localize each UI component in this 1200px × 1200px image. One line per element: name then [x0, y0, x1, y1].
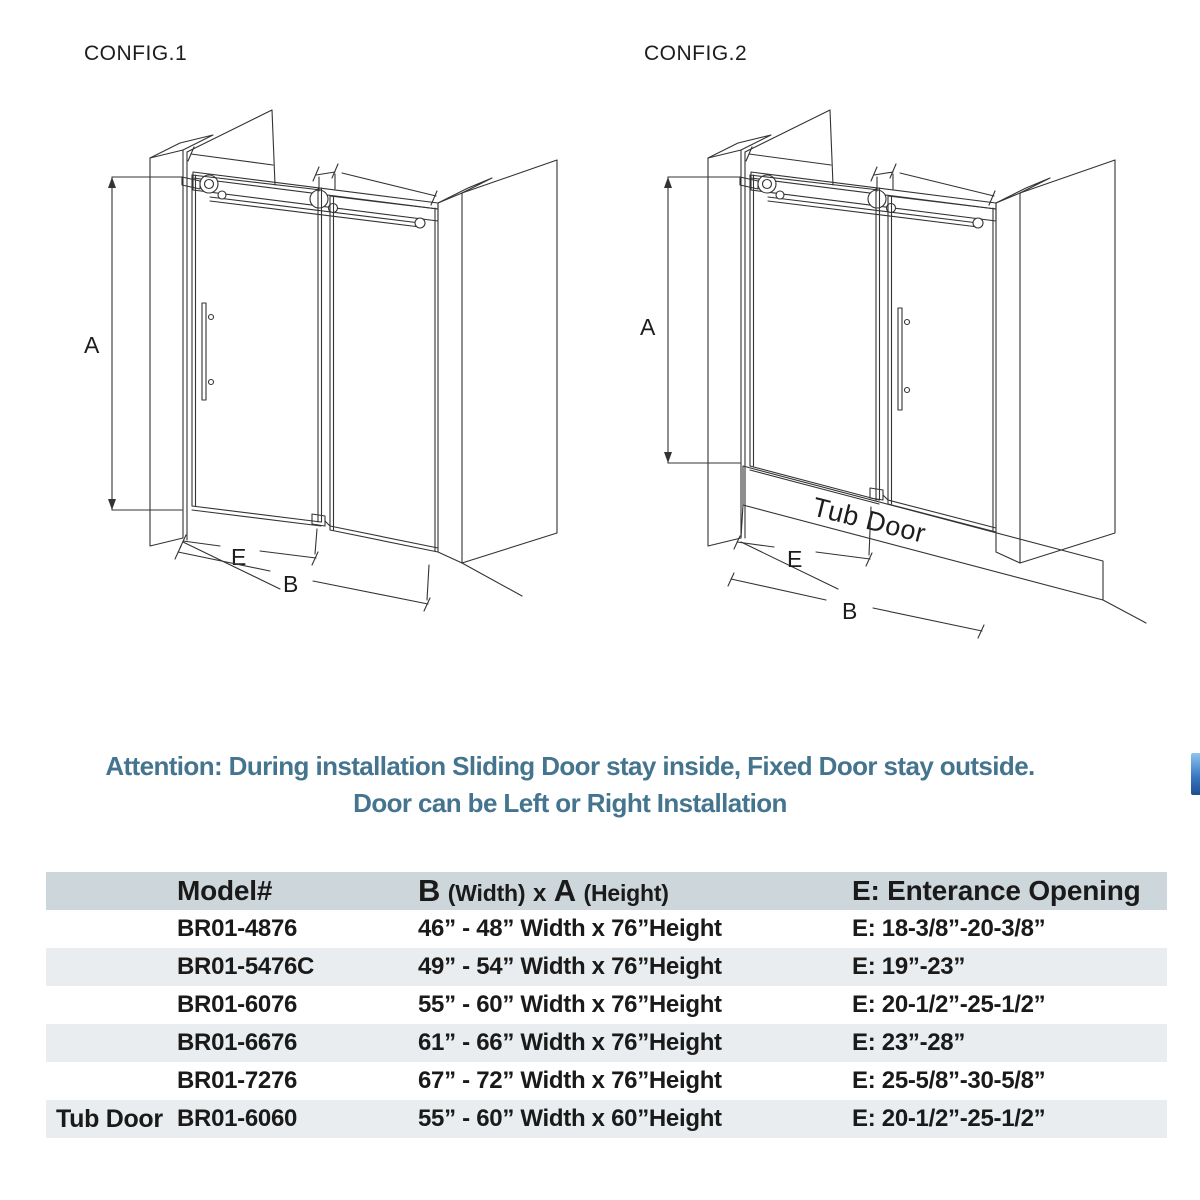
label-e: E: [787, 546, 803, 572]
row-model: BR01-6060: [177, 1105, 298, 1132]
table-row: [46, 948, 1167, 986]
header-b: B: [418, 873, 441, 908]
header-b-sub: (Width): [447, 880, 526, 906]
row-tag-tub-door: Tub Door: [56, 1105, 163, 1133]
row-model: BR01-6676: [177, 1029, 298, 1056]
header-tag-cell: [46, 872, 177, 910]
header-x: x: [532, 880, 547, 907]
label-a: A: [640, 314, 656, 340]
roller-wheel: [415, 218, 425, 228]
row-size: 46” - 48” Width x 76”Height: [418, 915, 722, 942]
right-wall: [438, 160, 557, 596]
header-model: Model#: [177, 875, 273, 906]
row-entrance: E: 18-3/8”-20-3/8”: [852, 915, 1046, 942]
row-tag: [46, 948, 177, 986]
table-row: [46, 1062, 1167, 1100]
row-size: 55” - 60” Width x 76”Height: [418, 991, 722, 1018]
roller-wheel: [868, 190, 886, 208]
table-header-row: [46, 872, 1167, 910]
tub-apron: [741, 466, 1146, 623]
table-row: [46, 1100, 1167, 1138]
fixed-panel-glass: [312, 196, 438, 552]
row-entrance: E: 23”-28”: [852, 1029, 966, 1056]
row-size: 55” - 60” Width x 60”Height: [418, 1105, 722, 1132]
config2-title: CONFIG.2: [644, 42, 748, 65]
table-row: [46, 910, 1167, 948]
tub-door-label: Tub Door: [809, 491, 929, 549]
right-wall: [996, 160, 1115, 563]
dimension-e: [180, 529, 318, 570]
row-entrance: E: 20-1/2”-25-1/2”: [852, 1105, 1046, 1132]
roller-wheel: [310, 190, 328, 208]
attention-note: [0, 748, 1140, 822]
attention-line1: Attention: During installation Sliding Door stay inside, Fixed Door stay outside.: [105, 751, 1035, 781]
row-tag: [46, 910, 177, 948]
row-tag: [46, 1024, 177, 1062]
label-e: E: [231, 544, 247, 570]
dimension-a: [640, 177, 740, 463]
dimension-a: [84, 177, 182, 510]
row-model: BR01-7276: [177, 1067, 298, 1094]
row-tag: [46, 986, 177, 1024]
row-model: BR01-6076: [177, 991, 298, 1018]
header-a: A: [553, 873, 576, 908]
table-row: [46, 1024, 1167, 1062]
dimension-b: [175, 546, 430, 611]
table-row: [46, 986, 1167, 1024]
config1-title: CONFIG.1: [84, 42, 188, 65]
dimension-b: [728, 573, 984, 638]
header-a-sub: (Height): [583, 880, 669, 906]
spec-table: [46, 872, 1167, 1138]
sliding-door-glass: [750, 175, 880, 504]
row-entrance: E: 19”-23”: [852, 953, 966, 980]
top-track: [182, 172, 438, 228]
edge-image-fragment: [1191, 753, 1200, 795]
sliding-door-glass: [192, 175, 322, 526]
label-b: B: [283, 571, 299, 597]
row-model: BR01-4876: [177, 915, 298, 942]
row-size: 49” - 54” Width x 76”Height: [418, 953, 722, 980]
config2-diagram: [628, 95, 1168, 670]
row-model: BR01-5476C: [177, 953, 315, 980]
label-b: B: [842, 598, 858, 624]
row-entrance: E: 25-5/8”-30-5/8”: [852, 1067, 1046, 1094]
row-tag: [46, 1062, 177, 1100]
row-size: 61” - 66” Width x 76”Height: [418, 1029, 722, 1056]
fixed-panel-glass: [870, 196, 996, 532]
label-a: A: [84, 332, 100, 358]
config1-diagram: [70, 95, 590, 670]
door-handle: [898, 308, 910, 410]
row-entrance: E: 20-1/2”-25-1/2”: [852, 991, 1046, 1018]
attention-line2: Door can be Left or Right Installation: [353, 788, 787, 818]
header-entrance: E: Enterance Opening: [852, 875, 1141, 906]
roller-wheel: [973, 218, 983, 228]
door-handle: [202, 303, 214, 400]
top-track: [740, 172, 996, 228]
header-size: [418, 872, 852, 910]
row-size: 67” - 72” Width x 76”Height: [418, 1067, 722, 1094]
